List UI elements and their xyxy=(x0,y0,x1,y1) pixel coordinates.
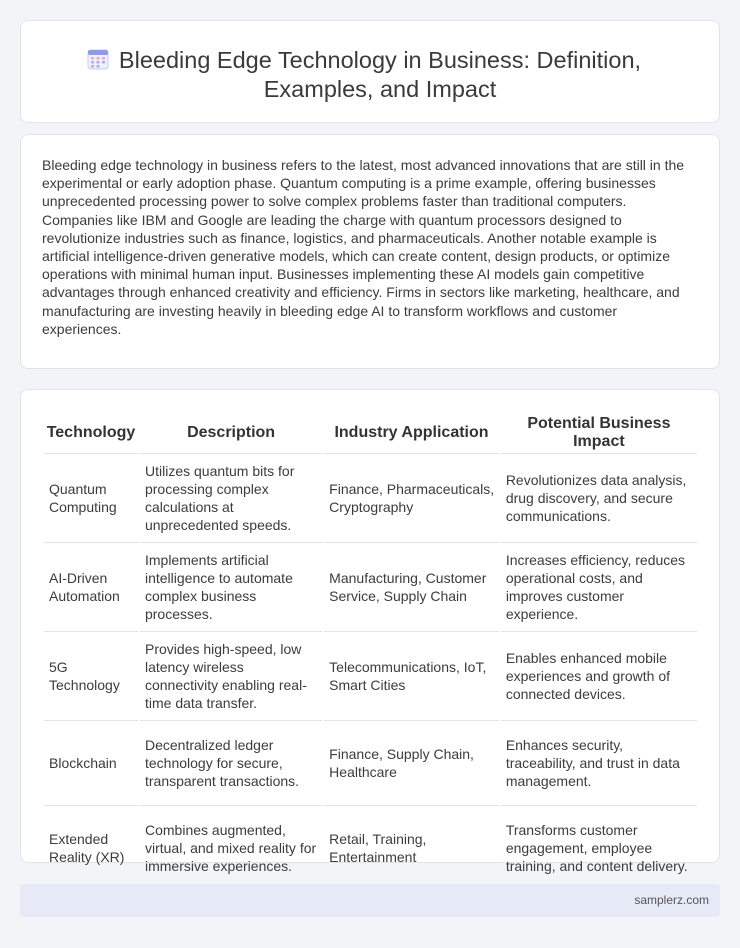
table-cell: Combines augmented, virtual, and mixed reality for immersive experiences. xyxy=(140,806,322,890)
table-row xyxy=(44,806,697,890)
table-cell: Finance, Supply Chain, Healthcare xyxy=(324,721,499,806)
table-cell: Extended Reality (XR) xyxy=(44,806,138,890)
table-header-row xyxy=(44,411,697,454)
table-cell: Transforms customer engagement, employee training, and content delivery. xyxy=(501,806,697,890)
intro-card xyxy=(20,134,720,369)
table-cell: Enables enhanced mobile experiences and growth of connected devices. xyxy=(501,632,697,721)
table-row xyxy=(44,543,697,632)
page-title: Bleeding Edge Technology in Business: Definition, Examples, and Impact xyxy=(118,47,642,102)
footer-bar xyxy=(20,884,720,917)
table-cell: Increases efficiency, reduces operational costs, and improves customer experience. xyxy=(501,543,697,632)
table-cell: AI-Driven Automation xyxy=(44,543,138,632)
table-row xyxy=(44,454,697,543)
intro-paragraph: Bleeding edge technology in business refers to the latest, most advanced innovations that are still in the experimental or early adoption phase. Quantum computing is a prime example, offering businesses unprecedented processing power to solve complex problems faster than traditional computers. Companies like IBM and Google are leading the charge with quantum processors designed to revolutionize industries such as finance, logistics, and pharmaceuticals. Another notable example is artificial intelligence-driven generative models, which can create content, design products, or optimize operations with minimal human input. Businesses implementing these AI models gain competitive advantages through enhanced creativity and efficiency. Firms in sectors like marketing, healthcare, and manufacturing are investing heavily in bleeding edge AI to transform workflows and customer experiences. xyxy=(42,157,685,337)
footer-site-link[interactable]: samplerz.com xyxy=(634,893,709,907)
table-cell: Telecommunications, IoT, Smart Cities xyxy=(324,632,499,721)
table-cell: 5G Technology xyxy=(44,632,138,721)
column-header: Potential Business Impact xyxy=(501,411,697,454)
table-card xyxy=(20,389,720,874)
column-header: Description xyxy=(140,411,322,454)
table-cell: Manufacturing, Customer Service, Supply Chain xyxy=(324,543,499,632)
table-cell: Blockchain xyxy=(44,721,138,806)
table-cell: Utilizes quantum bits for processing complex calculations at unprecedented speeds. xyxy=(140,454,322,543)
technology-table xyxy=(42,411,699,890)
table-cell: Revolutionizes data analysis, drug discovery, and secure communications. xyxy=(501,454,697,543)
column-header: Technology xyxy=(44,411,138,454)
table-row xyxy=(44,721,697,806)
table-cell: Implements artificial intelligence to automate complex business processes. xyxy=(140,543,322,632)
table-cell: Retail, Training, Entertainment xyxy=(324,806,499,890)
table-cell: Decentralized ledger technology for secure, transparent transactions. xyxy=(140,721,322,806)
table-row xyxy=(44,632,697,721)
title-card xyxy=(20,20,720,123)
column-header: Industry Application xyxy=(324,411,499,454)
table-cell: Provides high-speed, low latency wireless connectivity enabling real-time data transfer. xyxy=(140,632,322,721)
table-cell: Finance, Pharmaceuticals, Cryptography xyxy=(324,454,499,543)
table-cell: Enhances security, traceability, and trust in data management. xyxy=(501,721,697,806)
table-cell: Quantum Computing xyxy=(44,454,138,543)
